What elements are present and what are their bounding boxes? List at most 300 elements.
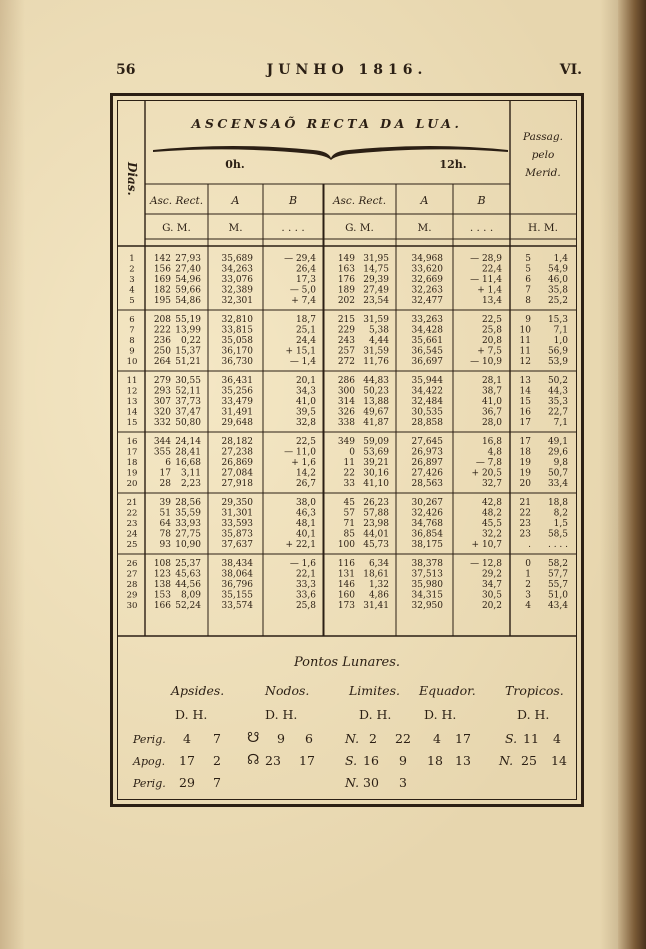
day-cell: 8 [129,336,135,346]
b-0h-cell: 22,5 [295,437,316,447]
passage-min-cell: 15,3 [547,315,568,325]
deg-0h-cell: 64 [159,519,171,529]
b-12h-cell: 13,4 [481,296,502,306]
deg-0h-cell: 142 [153,254,171,264]
tropicos-label: S. [505,731,518,746]
b-0h-cell: 26,4 [295,264,316,275]
a-12h-cell: 38,378 [411,559,443,569]
passage-min-cell: 50,2 [547,376,568,386]
deg-0h-cell: 279 [153,376,171,386]
passage-min-cell: 25,2 [547,296,568,306]
deg-0h-cell: 169 [153,275,171,285]
apsides-label: Perig. [133,777,166,790]
b-0h-cell: 24,4 [295,336,316,346]
limites-day: 16 [363,753,379,768]
deg-12h-cell: 33 [343,479,355,489]
a-12h-cell: 27,426 [411,468,443,479]
deg-0h-cell: 166 [153,601,171,611]
table-title: ASCENSAÕ RECTA DA LUA. [191,116,463,131]
deg-0h-cell: 320 [153,407,171,418]
min-12h-cell: 59,09 [363,437,389,447]
min-12h-cell: 31,59 [363,315,389,325]
nodos-day: 9 [277,731,285,746]
deg-0h-cell: 195 [153,296,171,306]
b-12h-cell: 20,2 [481,601,502,611]
min-12h-cell: 30,16 [363,468,389,479]
tropicos-hour: 14 [551,753,567,768]
nodos-hour: 6 [305,731,313,746]
table-frame [110,93,584,807]
passage-min-cell: 50,7 [547,468,568,479]
b-12h-cell: 28,1 [481,376,502,386]
dots-subheader: . . . . [469,222,494,234]
equador-hour: 13 [455,753,471,768]
passage-hour-cell: 16 [519,407,531,418]
page-edge [618,0,646,949]
deg-12h-cell: 215 [337,315,355,325]
a-12h-cell: 28,858 [411,418,443,428]
limites-label: N. [345,731,360,746]
day-cell: 4 [129,285,135,296]
a-12h-cell: 26,897 [411,458,443,468]
min-12h-cell: 23,98 [363,519,389,529]
a-12h-cell: 32,484 [411,397,443,407]
a-12h-cell: 34,422 [411,386,443,397]
day-cell: 27 [126,569,138,580]
b-12h-cell: 34,7 [481,580,502,590]
passage-hour-cell: 3 [525,590,531,601]
b-12h-cell: + 7,5 [477,346,502,357]
tropicos-hour: 4 [553,731,561,746]
deg-12h-cell: 116 [337,559,355,569]
b-12h-cell: 45,5 [481,519,502,529]
a-header: A [420,194,429,207]
apsides-heading: Apsides. [171,683,225,698]
b-0h-cell: + 22,1 [285,540,316,550]
running-title: JUNHO 1816. [266,62,428,78]
b-12h-cell: 32,7 [481,479,502,489]
deg-0h-cell: 51 [159,508,171,519]
apsides-day: 29 [179,775,195,790]
a-0h-cell: 35,873 [221,529,253,540]
min-0h-cell: 54,86 [175,296,201,306]
min-0h-cell: 44,56 [175,580,201,590]
deg-0h-cell: 93 [159,540,171,550]
min-12h-cell: 18,61 [363,569,389,580]
min-0h-cell: 45,63 [175,569,201,580]
b-header: B [288,194,298,207]
a-0h-cell: 26,869 [221,458,253,468]
a-12h-cell: 30,267 [411,498,443,508]
passage-hour-cell: 19 [519,468,531,479]
deg-12h-cell: 146 [337,580,355,590]
b-12h-cell: + 20,5 [471,468,502,479]
min-12h-cell: 49,67 [363,407,389,418]
day-cell: 13 [126,397,138,407]
day-cell: 16 [126,437,138,447]
passage-hour-cell: 5 [525,264,531,275]
min-0h-cell: 52,11 [175,386,201,397]
min-12h-cell: 26,23 [363,498,389,508]
deg-0h-cell: 17 [159,468,171,479]
day-cell: 23 [126,519,138,529]
deg-12h-cell: 22 [343,468,355,479]
passage-hour-cell: 14 [519,386,531,397]
passage-min-cell: 7,1 [553,418,568,428]
a-12h-cell: 32,426 [411,508,443,519]
a-0h-cell: 35,058 [221,336,253,346]
min-0h-cell: 10,90 [175,540,201,550]
a-0h-cell: 33,076 [221,275,253,285]
a-12h-cell: 33,620 [411,264,443,275]
passage-hour-cell: 12 [519,357,531,367]
a-0h-cell: 37,637 [221,540,253,550]
min-12h-cell: 39,21 [363,458,389,468]
b-12h-cell: — 12,8 [470,559,502,569]
b-12h-cell: 4,8 [487,447,502,458]
min-12h-cell: 6,34 [368,559,389,569]
hm-subheader: H. M. [528,222,558,234]
min-0h-cell: 3,11 [180,468,201,479]
deg-12h-cell: 202 [337,296,355,306]
a-0h-cell: 33,574 [221,601,253,611]
deg-12h-cell: 272 [337,357,355,367]
deg-12h-cell: 11 [343,458,355,468]
min-12h-cell: 41,10 [363,479,389,489]
passage-hour-cell: 11 [519,346,531,357]
a-12h-cell: 32,669 [411,275,443,285]
a-12h-cell: 33,263 [411,315,443,325]
deg-12h-cell: 149 [337,254,355,264]
deg-0h-cell: 293 [153,386,171,397]
b-0h-cell: 48,1 [295,519,316,529]
b-12h-cell: — 7,8 [475,458,502,468]
a-0h-cell: 33,815 [221,325,253,336]
limites-hour: 22 [395,731,411,746]
b-0h-cell: — 5,0 [289,285,316,296]
a-12h-cell: 38,175 [411,540,443,550]
deg-12h-cell: 229 [337,325,355,336]
day-cell: 17 [126,447,138,458]
day-cell: 6 [129,315,135,325]
passage-hour-cell: 8 [525,296,531,306]
a-12h-cell: 36,854 [411,529,443,540]
day-cell: 30 [126,601,138,611]
min-0h-cell: 51,21 [175,357,201,367]
dots-subheader: . . . . [281,222,305,234]
lunar-points-section [113,641,581,803]
a-header: A [231,194,240,207]
day-cell: 24 [126,529,138,540]
gm-subheader: G. M. [345,222,374,234]
a-0h-cell: 38,434 [221,559,253,569]
passage-min-cell: 18,8 [547,498,568,508]
passage-min-cell: 7,1 [553,325,568,336]
min-12h-cell: 14,75 [363,264,389,275]
b-12h-cell: + 10,7 [471,540,502,550]
passage-hour-cell: 18 [519,447,531,458]
a-0h-cell: 31,301 [221,508,253,519]
b-0h-cell: 18,7 [295,315,316,325]
min-12h-cell: 53,69 [363,447,389,458]
passage-min-cell: 8,2 [553,508,568,519]
min-12h-cell: 13,88 [363,397,389,407]
deg-12h-cell: 300 [337,386,355,397]
a-0h-cell: 38,064 [221,569,253,580]
b-0h-cell: + 1,6 [291,458,316,468]
passage-min-cell: 51,0 [547,590,568,601]
apsides-day: 4 [183,731,191,746]
b-12h-cell: 41,0 [481,397,502,407]
passage-min-cell: 56,9 [547,346,568,357]
day-cell: 5 [129,296,135,306]
passage-hour-cell: 9 [525,315,531,325]
passage-hour-cell: 0 [525,559,531,569]
apsides-dh: D. H. [175,707,208,722]
min-0h-cell: 50,80 [175,418,201,428]
deg-0h-cell: 123 [153,569,171,580]
min-12h-cell: 5,38 [368,325,389,336]
min-0h-cell: 28,41 [175,447,201,458]
b-12h-cell: 42,8 [481,498,502,508]
passage-label: pelo [531,149,555,161]
day-cell: 21 [126,498,138,508]
a-12h-cell: 35,661 [411,336,443,346]
b-0h-cell: 33,3 [295,580,316,590]
deg-12h-cell: 100 [337,540,355,550]
deg-0h-cell: 344 [153,437,171,447]
day-cell: 10 [126,357,138,367]
day-cell: 1 [129,254,135,264]
gm-subheader: G. M. [162,222,191,234]
limites-label: N. [345,775,360,790]
passage-hour-cell: 11 [519,336,531,346]
deg-0h-cell: 108 [153,559,171,569]
deg-12h-cell: 0 [349,447,355,458]
deg-12h-cell: 85 [343,529,355,540]
b-12h-cell: + 1,4 [477,285,502,296]
min-12h-cell: 31,59 [363,346,389,357]
nodos-hour: 17 [299,753,315,768]
min-12h-cell: 31,95 [363,254,389,264]
passage-min-cell: 49,1 [547,437,568,447]
min-12h-cell: 23,54 [363,296,389,306]
b-0h-cell: + 15,1 [285,346,316,357]
passage-min-cell: 1,0 [553,336,568,346]
deg-12h-cell: 71 [343,519,355,529]
deg-12h-cell: 131 [337,569,355,580]
deg-0h-cell: 208 [153,315,171,325]
limites-heading: Limites. [349,683,400,698]
b-0h-cell: — 11,0 [284,447,316,458]
b-0h-cell: — 1,4 [289,357,316,367]
day-cell: 2 [129,264,135,275]
lunar-points-title: Pontos Lunares. [293,655,401,670]
a-0h-cell: 33,593 [221,519,253,529]
b-0h-cell: 25,8 [295,601,316,611]
apsides-label: Perig. [133,733,166,746]
a-0h-cell: 34,263 [221,264,253,275]
passage-hour-cell: 1 [525,569,531,580]
a-12h-cell: 28,563 [411,479,443,489]
deg-12h-cell: 57 [343,508,355,519]
a-0h-cell: 32,810 [221,315,253,325]
equador-hour: 17 [455,731,471,746]
b-0h-cell: 38,0 [295,498,316,508]
min-12h-cell: 57,88 [363,508,389,519]
b-12h-cell: 22,5 [481,315,502,325]
passage-hour-cell: 17 [519,418,531,428]
a-0h-cell: 32,389 [221,285,253,296]
deg-12h-cell: 257 [337,346,355,357]
a-12h-cell: 34,428 [411,325,443,336]
tropicos-day: 11 [523,731,539,746]
min-0h-cell: 27,40 [175,264,201,275]
passage-hour-cell: 6 [525,275,531,285]
passage-hour-cell: 4 [525,601,531,611]
min-0h-cell: 16,68 [175,458,201,468]
passage-min-cell: 9,8 [553,458,568,468]
a-0h-cell: 31,491 [221,407,253,418]
a-0h-cell: 35,689 [221,254,253,264]
deg-0h-cell: 39 [159,498,171,508]
a-0h-cell: 35,256 [221,386,253,397]
deg-0h-cell: 156 [153,264,171,275]
m-subheader: M. [417,222,432,234]
day-cell: 14 [126,407,138,418]
b-0h-cell: 39,5 [295,407,316,418]
min-0h-cell: 27,93 [175,254,201,264]
apsides-hour: 7 [213,731,221,746]
passage-hour-cell: 15 [519,397,531,407]
min-0h-cell: 30,55 [175,376,201,386]
deg-12h-cell: 189 [337,285,355,296]
a-0h-cell: 27,918 [221,479,253,489]
apsides-day: 17 [179,753,195,768]
limites-day: 30 [363,775,379,790]
b-12h-cell: 38,7 [481,386,502,397]
a-12h-cell: 34,968 [411,254,443,264]
asc-rect-header: Asc. Rect. [149,195,204,207]
day-cell: 3 [129,275,135,285]
equador-day: 4 [433,731,441,746]
nodos-heading: Nodos. [265,683,310,698]
ascension-table [113,96,581,641]
passage-min-cell: 33,4 [547,479,568,489]
equador-dh: D. H. [424,707,457,722]
passage-min-cell: . . . . [547,540,568,550]
min-12h-cell: 27,49 [363,285,389,296]
passage-label: Passag. [523,131,563,143]
min-0h-cell: 28,56 [175,498,201,508]
b-0h-cell: 34,3 [295,386,316,397]
min-12h-cell: 29,39 [363,275,389,285]
b-0h-cell: 22,1 [295,569,316,580]
apsides-label: Apog. [133,755,166,768]
a-0h-cell: 36,431 [221,376,253,386]
deg-12h-cell: 314 [337,397,355,407]
passage-min-cell: 1,5 [553,519,568,529]
day-cell: 25 [126,540,138,550]
deg-0h-cell: 332 [153,418,171,428]
passage-min-cell: 57,7 [547,569,568,580]
day-cell: 9 [129,346,135,357]
b-0h-cell: 26,7 [295,479,316,489]
day-cell: 20 [126,479,138,489]
min-0h-cell: 54,96 [175,275,201,285]
deg-0h-cell: 78 [159,529,171,540]
limites-label: S. [345,753,358,768]
asc-rect-header: Asc. Rect. [332,195,387,207]
day-cell: 26 [126,559,138,569]
tropicos-day: 25 [521,753,537,768]
b-12h-cell: 28,0 [481,418,502,428]
a-0h-cell: 33,479 [221,397,253,407]
min-12h-cell: 44,83 [363,376,389,386]
a-12h-cell: 35,944 [411,376,443,386]
b-0h-cell: 32,8 [295,418,316,428]
deg-12h-cell: 176 [337,275,355,285]
min-12h-cell: 4,86 [368,590,389,601]
a-0h-cell: 35,155 [221,590,253,601]
min-0h-cell: 55,19 [175,315,201,325]
b-12h-cell: 30,5 [481,590,502,601]
deg-12h-cell: 243 [337,336,355,346]
deg-0h-cell: 355 [153,447,171,458]
a-12h-cell: 32,477 [411,296,443,306]
a-0h-cell: 36,170 [221,346,253,357]
min-12h-cell: 45,73 [363,540,389,550]
a-12h-cell: 35,980 [411,580,443,590]
passage-min-cell: 54,9 [547,264,568,275]
b-12h-cell: 16,8 [481,437,502,447]
deg-0h-cell: 250 [153,346,171,357]
passage-hour-cell: 13 [519,376,531,386]
descending-node-icon: ☋ [247,730,260,746]
a-0h-cell: 27,238 [221,447,253,458]
day-cell: 19 [126,468,138,479]
a-12h-cell: 32,950 [411,601,443,611]
tropicos-dh: D. H. [517,707,550,722]
a-0h-cell: 29,648 [221,418,253,428]
a-0h-cell: 28,182 [221,437,253,447]
b-header: B [477,194,486,207]
passage-min-cell: 35,8 [547,285,568,296]
a-12h-cell: 36,545 [411,346,443,357]
passage-hour-cell: 7 [525,285,531,296]
passage-min-cell: 22,7 [547,407,568,418]
min-12h-cell: 50,23 [363,386,389,397]
min-12h-cell: 44,01 [363,529,389,540]
b-12h-cell: 48,2 [481,508,502,519]
b-0h-cell: 14,2 [295,468,316,479]
passage-min-cell: 58,5 [547,529,568,540]
deg-0h-cell: 153 [153,590,171,601]
day-cell: 7 [129,325,135,336]
b-12h-cell: 36,7 [481,407,502,418]
ascending-node-icon: ☊ [247,752,260,768]
b-0h-cell: — 1,6 [289,559,316,569]
min-0h-cell: 35,59 [175,508,201,519]
deg-12h-cell: 160 [337,590,355,601]
min-0h-cell: 27,75 [175,529,201,540]
passage-min-cell: 43,4 [547,601,568,611]
passage-hour-cell: 23 [519,519,531,529]
min-0h-cell: 52,24 [175,601,201,611]
b-0h-cell: 25,1 [295,325,316,336]
day-cell: 15 [126,418,138,428]
min-0h-cell: 59,66 [175,285,201,296]
